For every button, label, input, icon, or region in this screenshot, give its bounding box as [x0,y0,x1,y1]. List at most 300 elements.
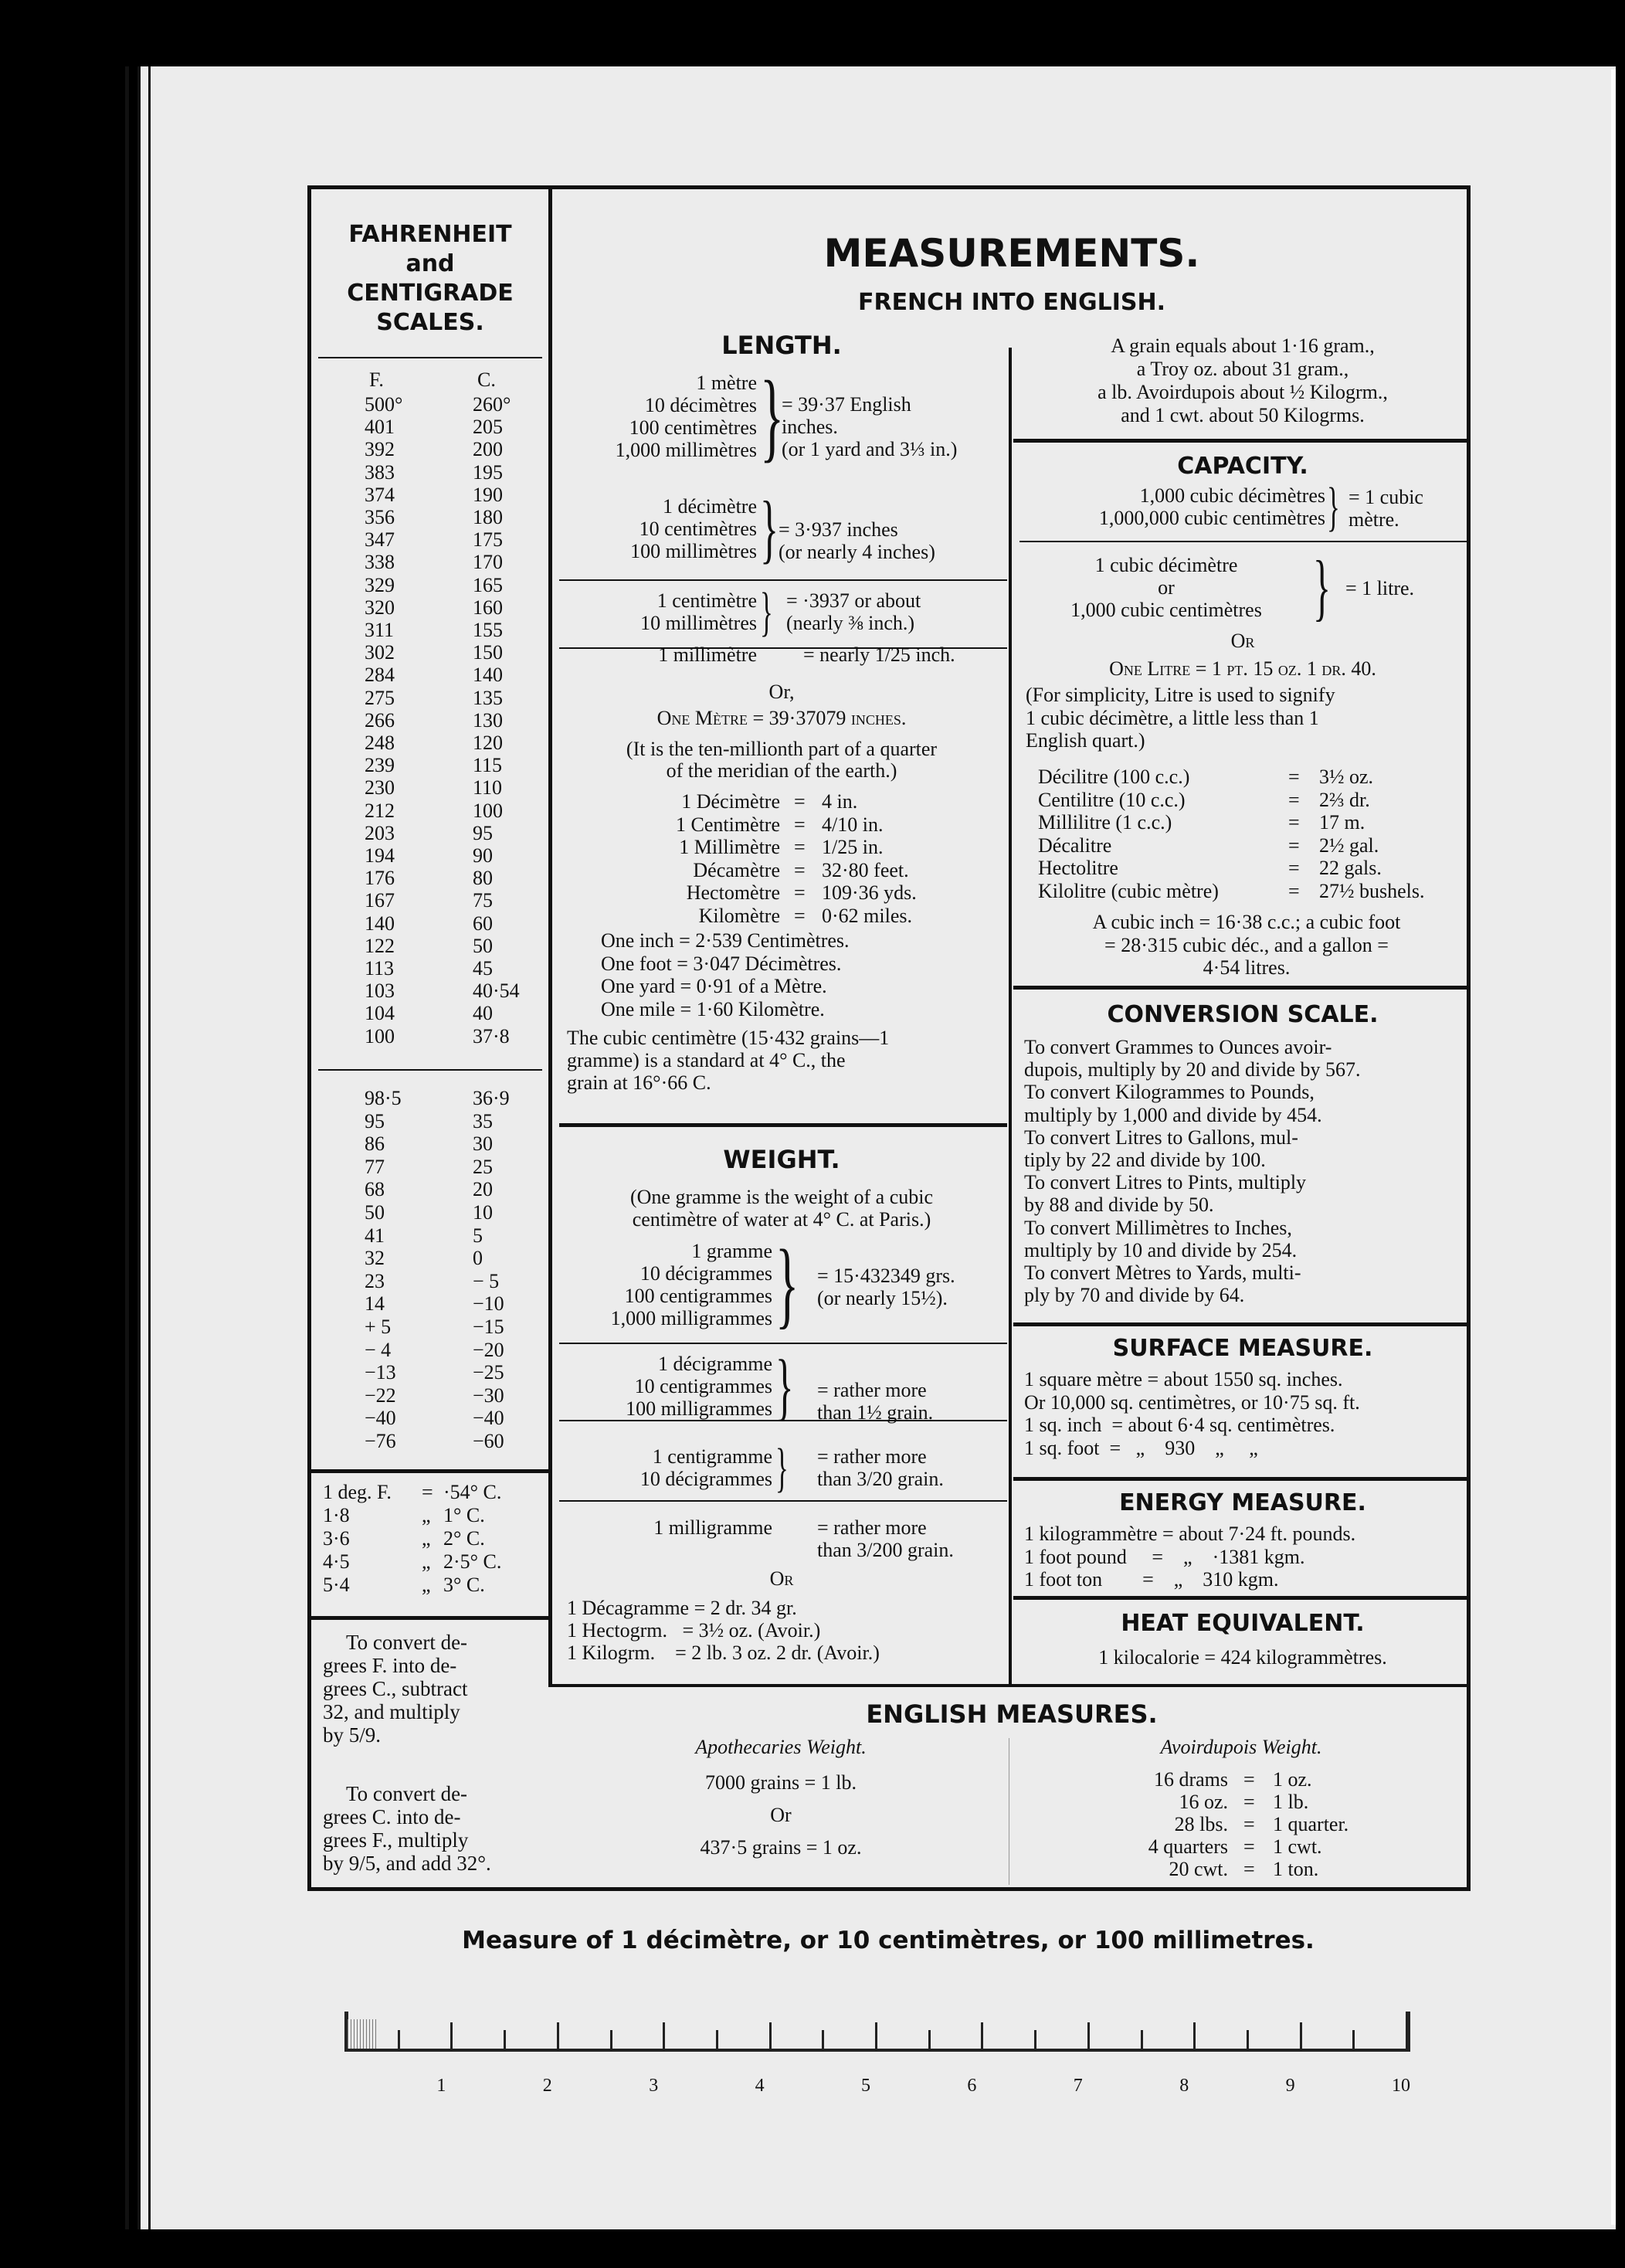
section-rule [559,579,1007,581]
weight-equivalent: than 1½ grain. [817,1401,934,1424]
metre-note: of the meridian of the earth.) [666,759,897,782]
centigrade-value: 120 [473,732,503,754]
energy-line: 1 kilogrammètre = about 7·24 ft. pounds. [1024,1523,1356,1545]
convert-line: grees C. into de- [323,1805,461,1828]
weight-note-line: (One gramme is the weight of a cubic [629,1186,934,1208]
centigrade-value: 100 [473,799,503,822]
fahrenheit-value: 77 [365,1155,385,1178]
centigrade-value: 25 [473,1155,493,1178]
degree-value: 5·4 [323,1574,350,1596]
brace-glyph: } [775,1438,789,1498]
temperature-table-upper [318,394,542,1058]
fahrenheit-value: 23 [365,1269,385,1292]
brace-glyph: } [760,485,779,571]
ruler-label: 5 [861,2076,870,2096]
length-cubic-line: gramme) is a standard at 4° C., the [567,1049,846,1071]
capacity-unit: 1,000,000 cubic centimètres [1098,507,1325,529]
centigrade-value: 0 [473,1247,483,1270]
fahrenheit-value: −40 [365,1407,396,1430]
degree-value: 3·6 [323,1527,350,1550]
weight-unit: 10 centigrammes [634,1375,772,1397]
conversion-line: To convert Grammes to Ounces avoir- [1024,1036,1332,1058]
centigrade-value: 95 [473,821,493,844]
fahrenheit-value: 50 [365,1201,385,1224]
avoirdupois-equals: = [1243,1768,1255,1791]
centigrade-value: 180 [473,506,503,528]
weight-equivalent: = rather more [817,1516,927,1539]
centigrade-value: 140 [473,664,503,687]
centigrade-value: 35 [473,1109,493,1132]
ruler-mm-tick [363,2019,364,2049]
conversion-line: tiply by 22 and divide by 100. [1024,1149,1266,1171]
fahrenheit-value: 284 [365,664,395,687]
page-subtitle: FRENCH INTO ENGLISH. [857,289,1166,316]
centigrade-value: 205 [473,416,503,439]
degree-result: 2° C. [443,1527,485,1550]
length-english-line: One foot = 3·047 Décimètres. [601,952,842,975]
degree-equals: „ [422,1550,431,1573]
surface-line: 1 sq. foot = „ 930 „ „ [1024,1436,1258,1459]
centigrade-value: −15 [473,1316,504,1338]
ruler-cm-tick [1193,2022,1196,2049]
length-table-value: 32·80 feet. [822,858,909,881]
avoirdupois-unit: 4 quarters [1148,1835,1228,1858]
centigrade-value: 190 [473,483,503,506]
section-rule [1013,439,1471,443]
avoirdupois-equals: = [1243,1835,1255,1858]
surface-line: Or 10,000 sq. centimètres, or 10·75 sq. ft. [1024,1390,1360,1414]
weight-equivalent: (or nearly 15½). [817,1287,948,1309]
fahrenheit-value: 374 [365,483,395,506]
ruler-half-tick [504,2030,506,2049]
fahrenheit-value: −76 [365,1430,396,1452]
convert-line: grees C., subtract [323,1677,468,1700]
section-rule [1013,1477,1471,1481]
column-header-c: C. [477,368,496,391]
weight-table-line: 1 Décagramme = 2 dr. 34 gr. [567,1597,797,1619]
weight-unit: 1 décigramme [658,1353,772,1375]
section-rule [318,357,542,358]
centigrade-value: 130 [473,708,503,732]
weight-equivalent: = rather more [817,1379,927,1401]
centigrade-value: 135 [473,686,503,709]
capacity-table-equals: = [1288,879,1300,902]
length-or: Or, [768,681,795,703]
fahrenheit-title [318,220,542,338]
capacity-table-unit: Kilolitre (cubic mètre) [1038,879,1219,902]
fahrenheit-value: 329 [365,573,395,596]
capacity-unit: 1,000 cubic décimètres [1139,484,1325,507]
degree-result: ·54° C. [443,1481,502,1503]
ruler-mm-tick [360,2019,361,2049]
capacity-cubic-line: = 28·315 cubic déc., and a gallon = [1104,933,1389,956]
brace-glyph: } [1313,545,1332,628]
ruler-half-tick [928,2030,931,2049]
length-table-equals: = [794,790,806,813]
capacity-or: Or [1230,630,1255,652]
ruler-label: 8 [1179,2076,1189,2096]
centigrade-value: −60 [473,1430,504,1452]
centigrade-value: 165 [473,573,503,596]
length-unit: 100 centimètres [629,416,757,439]
brace-glyph: } [775,1231,799,1338]
weight-equivalent: than 3/200 grain. [817,1539,954,1561]
avoirdupois-equals: = [1243,1791,1255,1813]
centigrade-value: 50 [473,934,493,957]
capacity-table-value: 3½ oz. [1319,766,1374,788]
centigrade-value: −20 [473,1338,504,1361]
ruler-cm-tick [1087,2022,1090,2049]
centigrade-value: 30 [473,1132,493,1156]
ruler-caption: Measure of 1 décimètre, or 10 centimètres, or 100 millimetres. [462,1927,1315,1954]
capacity-table-value: 22 gals. [1319,857,1382,879]
one-litre-definition: One Litre = 1 pt. 15 oz. 1 dr. 40. [1109,657,1376,680]
capacity-table-unit: Centilitre (10 c.c.) [1038,788,1186,811]
fahrenheit-title-line: FAHRENHEIT [348,221,512,248]
length-unit: 100 millimètres [630,540,757,562]
degree-equals: „ [422,1574,431,1596]
centigrade-value: 40 [473,1002,493,1025]
centigrade-value: 10 [473,1201,493,1224]
brace-glyph: } [775,1345,794,1428]
degree-result: 2·5° C. [443,1550,502,1573]
length-table-unit: 1 Décimètre [681,790,780,813]
section-rule [310,1469,548,1473]
centigrade-value: 60 [473,912,493,935]
metre-note: (It is the ten-millionth part of a quarter [626,738,938,760]
fahrenheit-value: 176 [365,867,395,890]
brace-glyph: } [760,361,785,472]
avoirdupois-unit: 16 oz. [1179,1791,1228,1813]
brace-glyph: } [760,582,773,642]
weight-table-line: 1 Kilogrm. = 2 lb. 3 oz. 2 dr. (Avoir.) [567,1642,880,1664]
fahrenheit-value: 68 [365,1178,385,1201]
length-unit: 10 millimètres [640,612,757,634]
section-rule [1013,1596,1471,1600]
fahrenheit-value: 212 [365,799,395,822]
fahrenheit-value: 86 [365,1132,385,1156]
capacity-equivalent: mètre. [1349,508,1399,531]
length-unit: 1 décimètre [663,495,757,518]
weight-unit: 100 centigrammes [624,1285,772,1307]
conversion-line: ply by 70 and divide by 64. [1024,1284,1245,1307]
fahrenheit-value: 230 [365,776,395,800]
centigrade-value: 155 [473,619,503,641]
ruler-mm-tick [375,2019,376,2049]
length-equivalent: = 3·937 inches [779,518,898,541]
fahrenheit-value: 122 [365,934,395,957]
capacity-table-equals: = [1288,834,1300,857]
litre-note-line: 1 cubic décimètre, a little less than 1 [1026,706,1319,729]
capacity-table-unit: Décalitre [1038,834,1112,857]
centigrade-value: 37·8 [473,1024,510,1047]
length-equivalent: (nearly ⅜ inch.) [786,612,915,634]
degree-result: 3° C. [443,1574,485,1596]
centigrade-value: 110 [473,776,503,800]
weight-unit: 1 milligramme [653,1516,772,1539]
centigrade-value: 160 [473,596,503,619]
fahrenheit-value: 302 [365,641,395,664]
section-rule [550,1684,1471,1687]
ruler-mm-tick [369,2019,370,2049]
length-heading: LENGTH. [721,331,842,360]
ruler-label: 6 [967,2076,977,2096]
fahrenheit-value: 194 [365,844,395,867]
conversion-heading: CONVERSION SCALE. [1107,1001,1379,1028]
page-edge [148,66,151,2229]
avoirdupois-equals: = [1243,1813,1255,1835]
avoirdupois-value: 1 lb. [1273,1791,1309,1813]
fahrenheit-value: 95 [365,1109,385,1132]
centigrade-value: −25 [473,1361,504,1384]
ruler-baseline [344,2049,1410,2052]
column-rule [1009,348,1012,1687]
fahrenheit-value: 347 [365,528,395,552]
length-cubic-line: grain at 16°·66 C. [567,1071,711,1094]
length-unit: 1 millimètre [658,643,757,666]
heat-heading: HEAT EQUIVALENT. [1121,1610,1365,1637]
page-title: MEASUREMENTS. [823,231,1200,276]
length-table-value: 4 in. [822,790,858,813]
weight-note-line: centimètre of water at 4° C. at Paris.) [632,1208,931,1231]
ruler-end-tick [1406,2012,1410,2052]
capacity-equivalent: = 1 cubic [1349,486,1423,508]
centigrade-value: 80 [473,867,493,890]
apothecaries-or: Or [770,1804,792,1826]
degree-value: 4·5 [323,1550,350,1573]
fahrenheit-value: 203 [365,821,395,844]
apothecaries-line: 7000 grains = 1 lb. [705,1771,857,1794]
centigrade-value: −10 [473,1292,504,1316]
fahrenheit-value: 338 [365,551,395,574]
avoirdupois-equals: = [1243,1858,1255,1880]
degree-value: 1·8 [323,1504,350,1526]
ruler-cm-tick [769,2022,772,2049]
centigrade-value: 150 [473,641,503,664]
fahrenheit-value: 113 [365,957,395,980]
length-equivalent: (or 1 yard and 3⅓ in.) [782,438,958,460]
conversion-line: multiply by 10 and divide by 254. [1024,1238,1298,1261]
degree-equals: „ [422,1527,431,1550]
ruler-label: 4 [755,2076,765,2096]
capacity-table-value: 2½ gal. [1319,834,1379,857]
capacity-table-equals: = [1288,857,1300,879]
ruler-label: 9 [1285,2076,1295,2096]
ruler-half-tick [822,2030,824,2049]
convert-line: by 5/9. [323,1723,382,1747]
section-rule [318,1069,542,1071]
fahrenheit-value: 311 [365,619,395,641]
litre-note-line: English quart.) [1026,729,1145,752]
capacity-table-unit: Hectolitre [1038,857,1118,879]
fahrenheit-value: 103 [365,980,395,1003]
length-table-unit: 1 Millimètre [679,836,780,858]
fahrenheit-value: 356 [365,506,395,528]
ruler-cm-tick [875,2022,877,2049]
conversion-line: To convert Litres to Gallons, mul- [1024,1126,1298,1149]
capacity-cubic-line: 4·54 litres. [1203,956,1291,979]
ruler-mm-tick [354,2019,355,2049]
avoirdupois-value: 1 oz. [1273,1768,1312,1791]
capacity-unit: 1,000 cubic centimètres [1070,599,1262,621]
fahrenheit-title-line: and [405,250,455,277]
grain-line: a lb. Avoirdupois about ½ Kilogrm., [1097,381,1388,403]
column-header-f: F. [369,368,384,391]
conversion-line: To convert Kilogrammes to Pounds, [1024,1081,1315,1104]
fahrenheit-value: 14 [365,1292,385,1316]
centigrade-value: 5 [473,1224,483,1247]
length-equivalent: (or nearly 4 inches) [779,541,935,563]
weight-unit: 1,000 milligrammes [610,1307,772,1329]
ruler-half-tick [1352,2030,1355,2049]
centigrade-value: −30 [473,1384,504,1407]
centigrade-value: 40·54 [473,980,520,1003]
surface-heading: SURFACE MEASURE. [1112,1335,1373,1362]
convert-line: grees F., multiply [323,1828,469,1852]
degree-equivalents [323,1482,547,1613]
length-unit: 10 centimètres [639,518,757,540]
section-rule [1013,1322,1471,1326]
section-rule [559,1500,1007,1502]
conversion-line: multiply by 1,000 and divide by 454. [1024,1103,1322,1126]
centigrade-value: 90 [473,844,493,867]
ruler-half-tick [610,2030,612,2049]
ruler-mm-tick [366,2019,367,2049]
weight-equivalent: than 3/20 grain. [817,1468,944,1490]
ruler-label: 3 [649,2076,659,2096]
ruler-label: 1 [436,2076,446,2096]
length-unit: 10 décimètres [644,394,757,416]
fahrenheit-title-line: SCALES. [376,309,484,336]
length-table-unit: Kilomètre [698,904,780,927]
energy-line: 1 foot ton = „ 310 kgm. [1024,1568,1279,1591]
centigrade-value: 75 [473,889,493,912]
capacity-table-value: 2⅔ dr. [1319,788,1370,811]
energy-line: 1 foot pound = „ ·1381 kgm. [1024,1545,1305,1568]
centigrade-value: − 5 [473,1269,500,1292]
fahrenheit-value: 100 [365,1024,395,1047]
grain-line: a Troy oz. about 31 gram., [1136,358,1349,380]
length-equivalent: = ·3937 or about [786,589,921,612]
weight-equivalent: = rather more [817,1445,927,1468]
fahrenheit-value: 401 [365,416,395,439]
conversion-line: To convert Millimètres to Inches, [1024,1216,1292,1239]
length-table-unit: Hectomètre [686,881,780,904]
section-rule [1013,986,1471,990]
page-edge [125,66,129,2229]
length-table-value: 0·62 miles. [822,904,912,927]
length-equivalent: = 39·37 English [782,393,911,416]
avoirdupois-unit: 16 drams [1153,1768,1228,1791]
heat-equivalent-text: 1 kilocalorie = 424 kilogrammètres. [1098,1646,1387,1669]
column-rule [548,188,552,1687]
grain-line: and 1 cwt. about 50 Kilogrms. [1121,404,1365,426]
capacity-table-value: 27½ bushels. [1319,879,1425,902]
surface-line: 1 square mètre = about 1550 sq. inches. [1024,1368,1343,1390]
length-english-line: One yard = 0·91 of a Mètre. [601,975,827,997]
fahrenheit-value: 500° [365,393,403,416]
one-metre-definition: One Mètre = 39·37079 inches. [656,707,907,729]
ruler-label: 7 [1073,2076,1083,2096]
length-equivalent: inches. [782,416,838,438]
length-table-equals: = [794,881,806,904]
length-table-value: 4/10 in. [822,813,884,836]
length-table-value: 109·36 yds. [822,881,917,904]
section-rule [310,1616,548,1620]
centigrade-value: 195 [473,460,503,484]
decimetre-ruler [344,1959,1426,2098]
capacity-heading: CAPACITY. [1177,453,1308,480]
weight-unit: 1 centigramme [652,1445,772,1468]
fahrenheit-value: 248 [365,732,395,754]
fahrenheit-value: 32 [365,1247,385,1270]
capacity-table-equals: = [1288,766,1300,788]
length-english-line: One inch = 2·539 Centimètres. [601,929,850,952]
capacity-cubic-line: A cubic inch = 16·38 c.c.; a cubic foot [1092,911,1401,933]
centigrade-value: 175 [473,528,503,552]
length-unit: 1 centimètre [656,589,757,612]
conversion-line: dupois, multiply by 20 and divide by 567. [1024,1058,1361,1081]
centigrade-value: 200 [473,438,503,461]
capacity-unit: or [1158,576,1175,599]
convert-line: To convert de- [346,1631,468,1654]
brace-glyph: } [1327,477,1340,537]
convert-line: To convert de- [346,1782,468,1805]
avoirdupois-title: Avoirdupois Weight. [1160,1736,1322,1758]
convert-line: by 9/5, and add 32°. [323,1852,491,1875]
page-edge [1611,70,1616,2225]
energy-heading: ENERGY MEASURE. [1119,1489,1366,1516]
convert-line: 32, and multiply [323,1700,460,1723]
ruler-cm-tick [450,2022,453,2049]
avoirdupois-value: 1 ton. [1273,1858,1319,1880]
degree-value: 1 deg. F. [323,1481,392,1503]
conversion-line: To convert Litres to Pints, multiply [1024,1171,1307,1194]
ruler-cm-tick [557,2022,559,2049]
capacity-table-unit: Millilitre (1 c.c.) [1038,811,1172,834]
capacity-table-equals: = [1288,788,1300,811]
conversion-line: by 88 and divide by 50. [1024,1193,1214,1217]
ruler-half-tick [1141,2030,1143,2049]
centigrade-value: 45 [473,957,493,980]
ruler-half-tick [1034,2030,1036,2049]
section-rule [559,1123,1007,1127]
grain-line: A grain equals about 1·16 gram., [1111,334,1375,357]
weight-table-line: 1 Hectogrm. = 3½ oz. (Avoir.) [567,1619,821,1642]
degree-result: 1° C. [443,1504,485,1526]
ruler-cm-tick [1300,2022,1302,2049]
length-table-equals: = [794,813,806,836]
weight-unit: 10 décigrammes [639,1468,772,1490]
capacity-equivalent: = 1 litre. [1345,577,1415,599]
length-equivalent: = nearly 1/25 inch. [803,643,955,666]
fahrenheit-value: 41 [365,1224,385,1247]
ruler-half-tick [398,2030,400,2049]
weight-unit: 100 milligrammes [626,1397,772,1420]
section-rule [559,1343,1007,1344]
length-unit: 1,000 millimètres [615,439,757,461]
capacity-table-equals: = [1288,811,1300,834]
litre-note-line: (For simplicity, Litre is used to signify [1026,684,1335,706]
capacity-table-value: 17 m. [1319,811,1365,834]
fahrenheit-title-line: CENTIGRADE [347,280,514,307]
fahrenheit-value: 392 [365,438,395,461]
fahrenheit-value: 98·5 [365,1087,402,1109]
capacity-table-unit: Décilitre (100 c.c.) [1038,766,1190,788]
degree-equals: „ [422,1504,431,1526]
length-table-unit: Décamètre [693,858,780,881]
avoirdupois-value: 1 quarter. [1273,1813,1349,1835]
